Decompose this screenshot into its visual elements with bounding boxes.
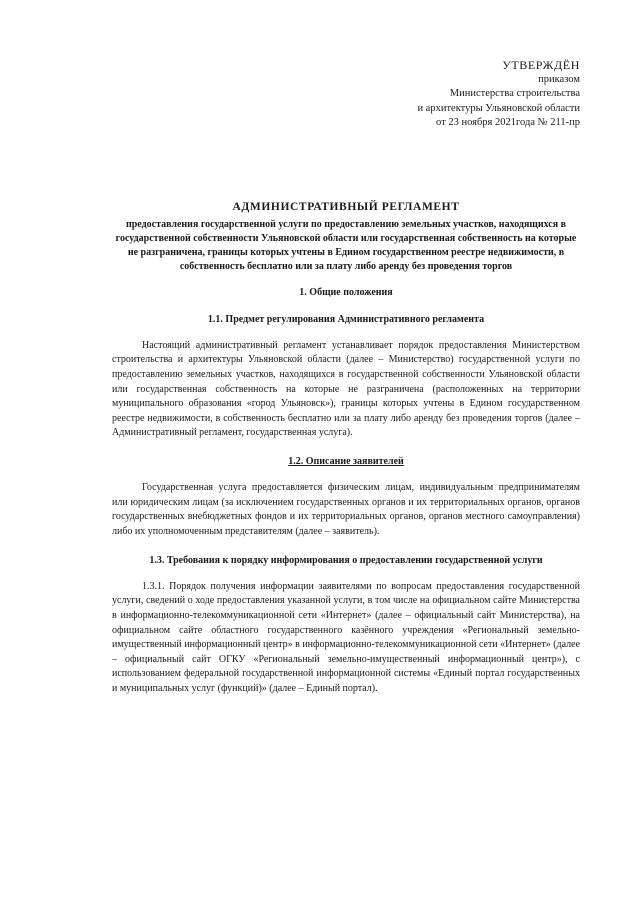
approval-heading: УТВЕРЖДЁН xyxy=(502,58,580,72)
document-subtitle: предоставления государственной услуги по предоставлению земельных участков, находящихся в государственной собственности Ульяновской области или государственная собственность на которые не разграничена, границы которых учтены в Едином государственном реестре недвижимости, в собственность бесплатно или за плату либо аренду без проведения торгов xyxy=(115,218,577,273)
document-body xyxy=(112,200,580,711)
section-1-3-heading: 1.3. Требования к порядку информирования о предоставлении государственной услуги xyxy=(149,554,543,566)
section-1-2-heading: 1.2. Описание заявителей xyxy=(288,455,404,467)
approval-line-1: приказом xyxy=(538,73,580,85)
section-1-1-heading: 1.1. Предмет регулирования Административного регламента xyxy=(207,313,485,325)
paragraph-1: Настоящий административный регламент устанавливает порядок предоставления Министерством строительства и архитектуры Ульяновской области (далее – Министерство) государственной услуги по предоставлению земельных участков, находящихся в государственной собственности Ульяновской области или государственная собственность на которые не разграничена (расположенных на территории муниципального образования «город Ульяновск»), границы которых учтены в Едином государственном реестре недвижимости, в собственность бесплатно или за плату либо аренду без проведения торгов (далее – Административный регламент, государственная услуга). xyxy=(112,339,580,439)
approval-line-4: от 23 ноября 2021года № 211-пр xyxy=(436,117,580,128)
approval-stamp xyxy=(352,58,580,131)
paragraph-2: Государственная услуга предоставляется физическим лицам, индивидуальным предпринимателям или юридическим лицам (за исключением государственных органов и их территориальных органов, органов государственных внебюджетных фондов и их территориальных органов, органов местного самоуправления) либо их уполномоченным представителям (далее – заявитель). xyxy=(112,482,580,537)
paragraph-3: 1.3.1. Порядок получения информации заявителями по вопросам предоставления государственной услуги, сведений о ходе предоставления указанной услуги, в том числе на официальном сайте Министерства в информационно-телекоммуникационной сети «Интернет» (далее – официальный сайт Министерства), на официальном сайте областного государственного казённого учреждения «Региональный земельно-имущественный информационный центр» в информационно-телекоммуникационной сети «Интернет» (далее – официальный сайт ОГКУ «Региональный земельно-имущественный информационный центр»), с использованием федеральной государственной информационной системы «Единый портал государственных и муниципальных услуг (функций)» (далее – Единый портал). xyxy=(112,580,581,694)
section-1-heading: 1. Общие положения xyxy=(299,287,393,299)
document-title: АДМИНИСТРАТИВНЫЙ РЕГЛАМЕНТ xyxy=(232,201,460,213)
approval-line-3: и архитектуры Ульяновской области xyxy=(417,102,580,114)
approval-line-2: Министерства строительства xyxy=(449,88,580,99)
